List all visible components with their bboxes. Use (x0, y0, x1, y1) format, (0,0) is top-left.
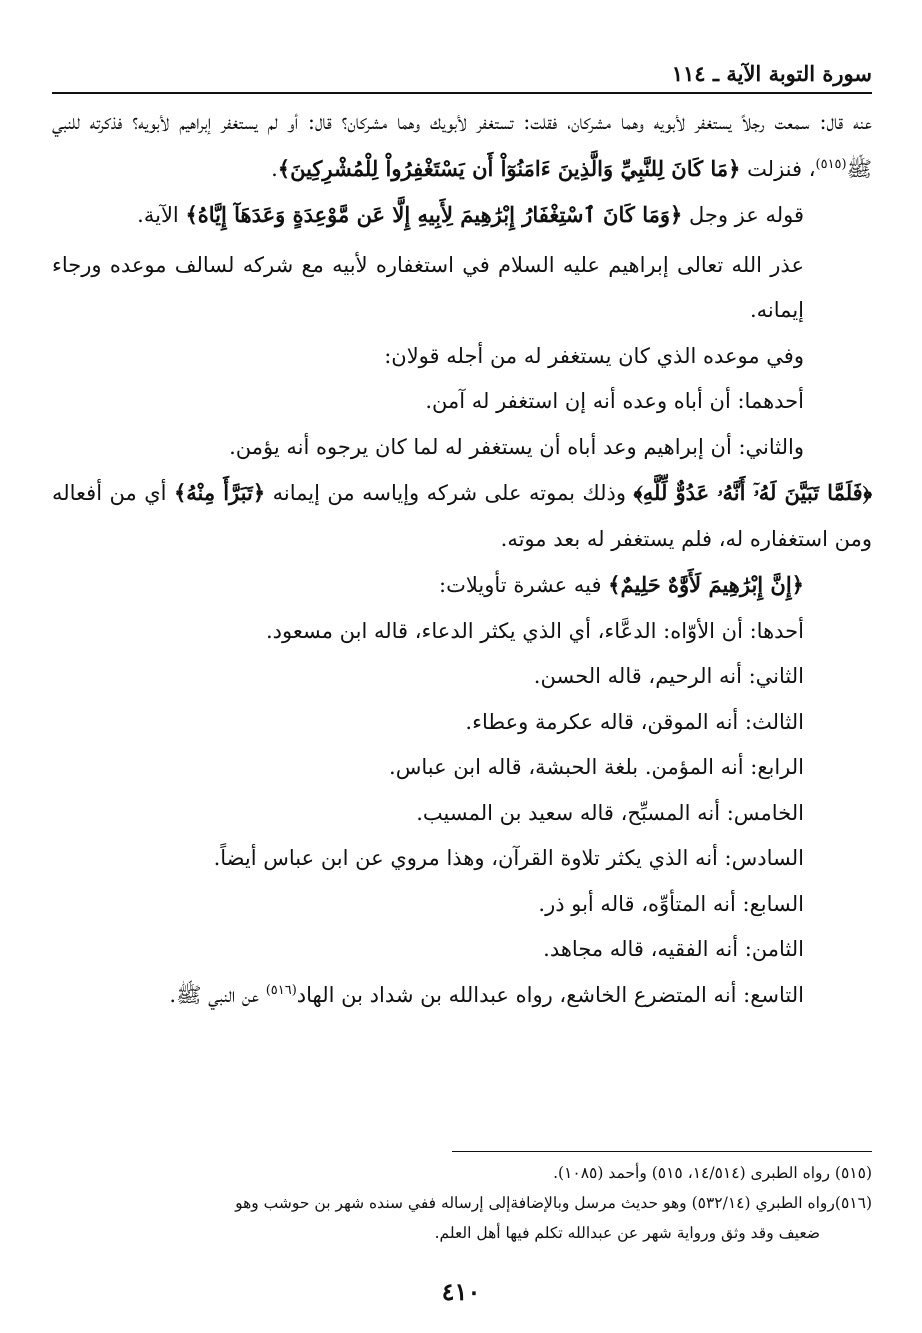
text-segment: الثاني: أنه الرحيم، قاله الحسن. (533, 664, 804, 688)
header-rule (52, 92, 872, 94)
running-head: سورة التوبة الآية ـ ١١٤ (671, 61, 872, 86)
text-segment: الرابع: أنه المؤمن. بلغة الحبشة، قاله ابن عباس. (389, 755, 804, 779)
text-segment: الثالث: أنه الموقن، قاله عكرمة وعطاء. (465, 709, 804, 734)
text-segment: أحدها: أن الأوّاه: الدعَّاء، أي الذي يكثر الدعاء، قاله ابن مسعود. (265, 618, 804, 643)
quran-quote: ﴿وَمَا كَانَ ٱسْتِغْفَارُ إِبْرَٰهِيمَ لِأَبِيهِ إِلَّا عَن مَّوْعِدَةٍ وَعَدَهَآ إِيَّاهُ﴾ (185, 202, 683, 227)
text-segment: أي من أفعاله ومن استغفاره له، فلم يستغفر له بعد موته. (52, 481, 872, 551)
text-segment: الثامن: أنه الفقيه، قاله مجاهد. (543, 937, 804, 961)
footnote-ref: (٥١٦) (265, 982, 297, 998)
paragraph (52, 192, 872, 239)
text-segment: عذر الله تعالى إبراهيم عليه السلام في استغفاره لأبيه مع شركه لسالف موعده ورجاء إيمانه. (52, 252, 804, 322)
paragraph (52, 836, 872, 882)
text-segment: والثاني: أن إبراهيم وعد أباه أن يستغفر له لما كان يرجوه أنه يؤمن. (229, 434, 804, 459)
footnote-516: (٥١٦)رواه الطبري (٥٣٢/١٤) وهو حديث مرسل وبالإضافةإلى إرساله ففي سنده شهر بن حوشب وهو (235, 1194, 872, 1212)
paragraph (52, 334, 872, 380)
paragraph (52, 654, 872, 700)
text-segment: الخامس: أنه المسبِّح، قاله سعيد بن المسيب. (416, 800, 804, 825)
text-segment: . (271, 156, 278, 181)
paragraph (52, 973, 872, 1019)
paragraph (52, 562, 872, 609)
paragraph (52, 100, 872, 192)
text-segment: السابع: أنه المتأوِّه، قاله أبو ذر. (538, 891, 804, 916)
text-segment: السادس: أنه الذي يكثر تلاوة القرآن، وهذا مروي عن ابن عباس أيضاً. (213, 846, 804, 870)
text-segment: ، فنزلت (740, 156, 816, 181)
text-segment: التاسع: أنه المتضرع الخاشع، رواه عبدالله بن شداد بن الهاد (296, 982, 804, 1007)
text-segment: أحدهما: أن أباه وعده أنه إن استغفر له آمن. (425, 389, 804, 413)
paragraph (52, 425, 872, 471)
paragraph (52, 609, 872, 655)
paragraph (52, 745, 872, 791)
text-segment: وفي موعده الذي كان يستغفر له من أجله قولان: (384, 343, 804, 368)
text-segment: عنه قال: سمعت رجلاً يستغفر لأبويه وهما مشركان، فقلت: تستغفر لأبويك وهما مشركان؟ قال: أو لم يستغفر إبراهيم لأبويه؟ فذكرته للنبي ﷺ (52, 110, 872, 181)
quran-quote: ﴿تَبَرَّأَ مِنْهُ﴾ (173, 480, 266, 505)
text-segment: وذلك بموته على شركه وإياسه من إيمانه (265, 481, 634, 505)
paragraph (52, 791, 872, 837)
paragraph (52, 379, 872, 425)
text-segment: عن النبي ﷺ. (169, 982, 266, 1007)
page-number: ٤١٠ (441, 1277, 481, 1306)
footnote-rule (452, 1151, 872, 1152)
paragraph (52, 700, 872, 746)
footnote-516-continued: ضعيف وقد وثق ورواية شهر عن عبدالله تكلم فيها أهل العلم. (434, 1224, 820, 1242)
text-segment: الآية. (137, 203, 186, 227)
paragraph (52, 470, 872, 562)
body-text (52, 100, 872, 1018)
paragraph (52, 927, 872, 973)
footnote-515: (٥١٥) رواه الطبرى (١٤/٥١٤، ٥١٥) وأحمد (١٠٨٥). (553, 1164, 872, 1182)
paragraph (52, 243, 872, 334)
paragraph (52, 882, 872, 928)
quran-quote: ﴿مَا كَانَ لِلنَّبِيِّ وَالَّذِينَ ءَامَنُوٓاْ أَن يَسْتَغْفِرُواْ لِلْمُشْرِكِينَ﴾ (277, 155, 741, 181)
footnote-ref: (٥١٥) (815, 156, 847, 172)
text-segment: قوله عز وجل (682, 203, 804, 227)
quran-quote: ﴿فَلَمَّا تَبَيَّنَ لَهُۥٓ أَنَّهُۥ عَدُوٌّ لِّلَّهِ﴾ (633, 480, 872, 505)
footnotes (52, 1160, 872, 1250)
quran-quote: ﴿إِنَّ إِبْرَٰهِيمَ لَأَوَّٰهٌ حَلِيمٌ﴾ (608, 572, 804, 597)
text-segment: فيه عشرة تأويلات: (439, 573, 609, 597)
